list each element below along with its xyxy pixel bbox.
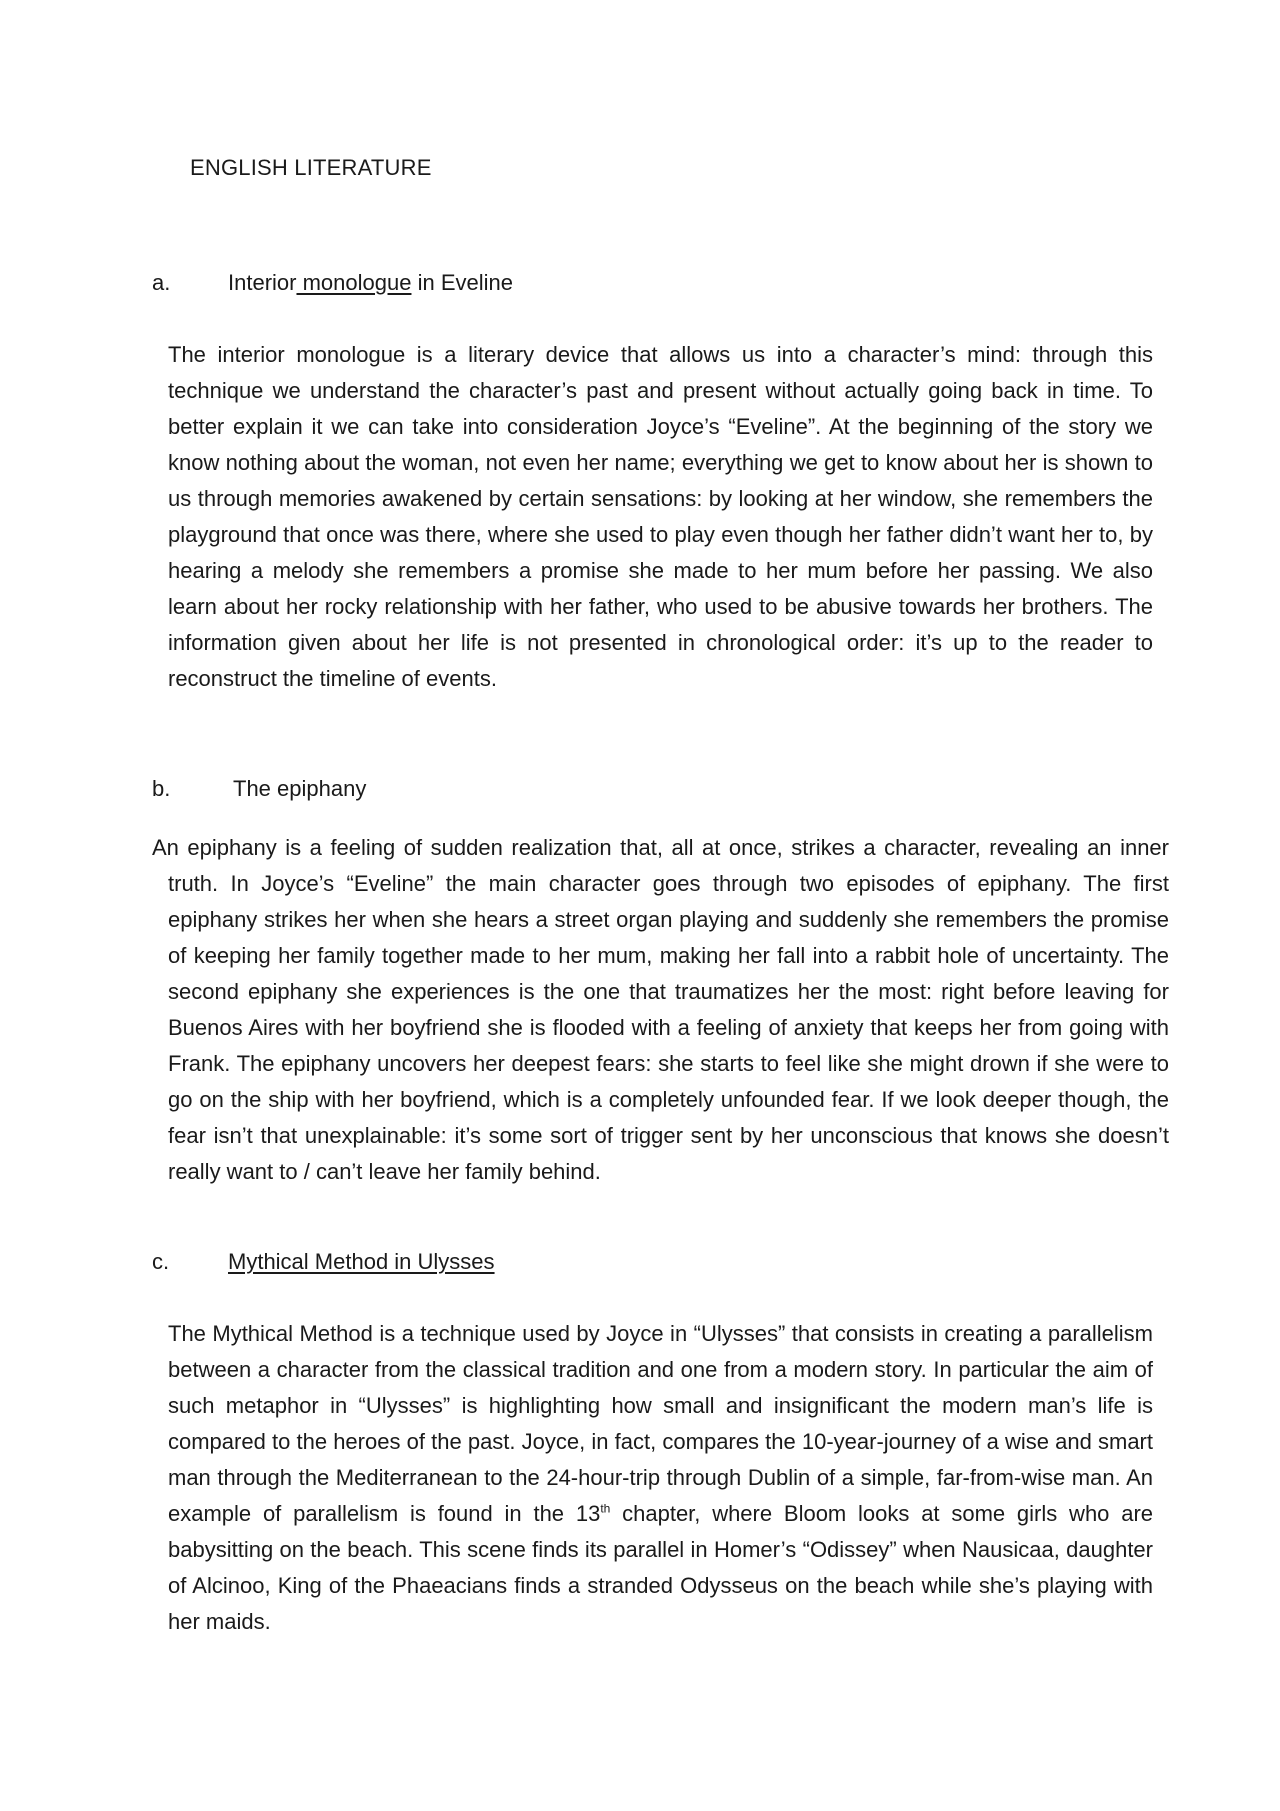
section-c-heading [152,1247,752,1277]
section-b-marker: b. [152,776,171,801]
section-b-title: The epiphany [233,776,367,801]
section-a-marker: a. [152,270,171,295]
section-c-superscript: th [600,1501,611,1516]
section-c-body [168,1316,1153,1640]
section-a-heading [152,268,752,298]
section-c-marker: c. [152,1249,170,1274]
section-a-title-post: in Eveline [411,270,513,295]
section-a-body: The interior monologue is a literary device that allows us into a character’s mind: through this technique we understand the character’s past and present without actually going back in time. To better explain it we can take into consideration Joyce’s “Eveline”. At the beginning of the story we know nothing about the woman, not even her name; everything we get to know about her is shown to us through memories awakened by certain sensations: by looking at her window, she remembers the playground that once was there, where she used to play even though her father didn’t want her to, by hearing a melody she remembers a promise she made to her mum before her passing. We also learn about her rocky relationship with her father, who used to be abusive towards her brothers. The information given about her life is not presented in chronological order: it’s up to the reader to reconstruct the timeline of events. [168,342,1153,691]
section-a-title-pre: Interior [228,270,297,295]
document-title: ENGLISH LITERATURE [190,155,432,180]
section-c-title: Mythical Method in Ulysses [228,1249,495,1274]
section-b-body: An epiphany is a feeling of sudden realization that, all at once, strikes a character, revealing an inner truth. In Joyce’s “Eveline” the main character goes through two episodes of epiphany. The first epiphany strikes her when she hears a street organ playing and suddenly she remembers the promise of keeping her family together made to her mum, making her fall into a rabbit hole of uncertainty. The second epiphany she experiences is the one that traumatizes her the most: right before leaving for Buenos Aires with her boyfriend she is flooded with a feeling of anxiety that keeps her from going with Frank. The epiphany uncovers her deepest fears: she starts to feel like she might drown if she were to go on the ship with her boyfriend, which is a completely unfounded fear. If we look deeper though, the fear isn’t that unexplainable: it’s some sort of trigger sent by her unconscious that knows she doesn’t really want to / can’t leave her family behind. [152,835,1169,1184]
section-c-body-part1: The Mythical Method is a technique used by Joyce in “Ulysses” that consists in creating a parallelism between a character from the classical tradition and one from a modern story. In particular the aim of such metaphor in “Ulysses” is highlighting how small and insignificant the modern man’s life is compared to the heroes of the past. Joyce, in fact, compares the 10-year-journey of a wise and smart man through the Mediterranean to the 24-hour-trip through Dublin of a simple, far-from-wise man. An example of parallelism is found in the 13 [168,1321,1153,1526]
section-b-heading [152,774,752,804]
section-a-title [228,268,513,298]
section-c-body-part2: chapter, where Bloom looks at some girls who are babysitting on the beach. This scene finds its parallel in Homer’s “Odissey” when Nausicaa, daughter of Alcinoo, King of the Phaeacians finds a stranded Odysseus on the beach while she’s playing with her maids. [168,1501,1153,1634]
section-a-title-underlined: monologue [296,270,412,295]
